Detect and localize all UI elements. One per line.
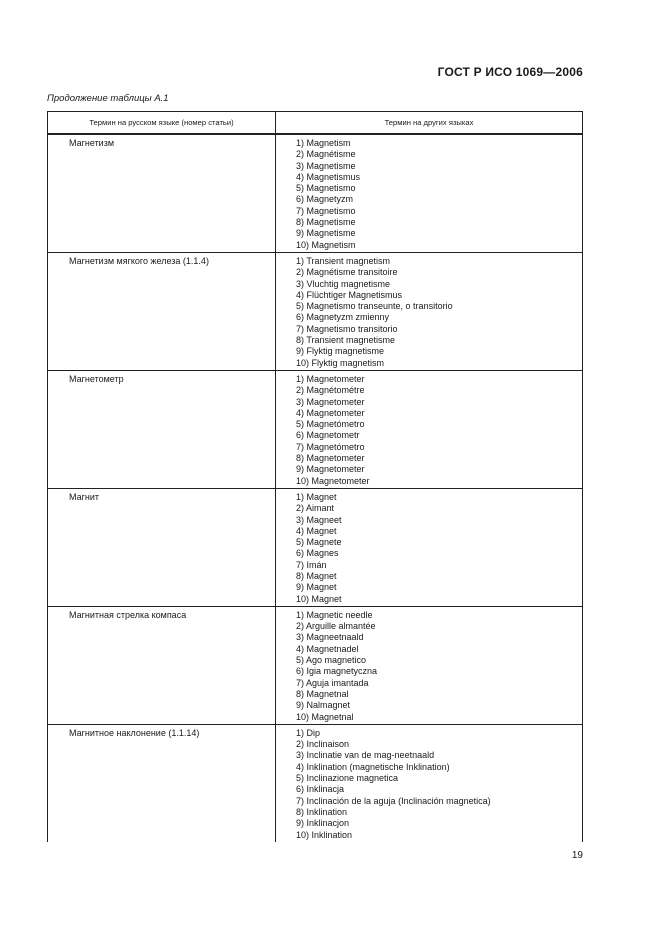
list-item: 7) Magnetismo: [296, 205, 356, 216]
list-item: 5) Inclinazione magnetica: [296, 773, 399, 784]
list-item: 5) Magnetismo: [296, 183, 356, 194]
variant-list: [296, 728, 582, 841]
list-item: 4) Flüchtiger Magnetismus: [296, 289, 403, 300]
list-item: 4) Magnetometer: [296, 407, 365, 418]
russian-term: Магнитная стрелка компаса: [48, 606, 276, 724]
terms-table: [47, 111, 583, 842]
list-item: 4) Magnet: [296, 525, 337, 536]
list-item: 7) Magnetismo transitorio: [296, 323, 398, 334]
table-row: [48, 724, 583, 841]
list-item: 6) Igia magnetyczna: [296, 666, 378, 677]
list-item: 1) Magnetic needle: [296, 609, 373, 620]
list-item: 6) Magnes: [296, 548, 339, 559]
list-item: 8) Transient magnetisme: [296, 335, 396, 346]
list-item: 6) Magnetometr: [296, 430, 360, 441]
list-item: 4) Inklination (magnetische Inklination): [296, 761, 450, 772]
table-row: [48, 134, 583, 252]
list-item: 8) Magnetisme: [296, 217, 356, 228]
variant-list: [296, 138, 582, 251]
other-language-terms: [276, 252, 583, 370]
list-item: 7) Inclinación de la aguja (Inclinación magnetica): [296, 795, 491, 806]
list-item: 3) Magnetometer: [296, 396, 365, 407]
document-header: ГОСТ Р ИСО 1069—2006: [437, 65, 583, 79]
other-language-terms: [276, 370, 583, 488]
table-caption: Продолжение таблицы А.1: [47, 93, 169, 104]
table-row: [48, 252, 583, 370]
list-item: 9) Magnet: [296, 582, 337, 593]
list-item: 10) Magnetism: [296, 239, 356, 250]
list-item: 2) Aimant: [296, 503, 335, 514]
page-number: 19: [571, 850, 583, 861]
list-item: 7) Aguja imantada: [296, 677, 369, 688]
russian-term: Магнит: [48, 488, 276, 606]
variant-list: [296, 256, 582, 369]
list-item: 3) Magneetnaald: [296, 632, 364, 643]
list-item: 10) Magnetnal: [296, 711, 354, 722]
list-item: 6) Magnetyzm: [296, 194, 354, 205]
other-language-terms: [276, 488, 583, 606]
list-item: 6) Magnetyzm zmienny: [296, 312, 390, 323]
other-language-terms: [276, 134, 583, 252]
list-item: 8) Magnetometer: [296, 453, 365, 464]
list-item: 3) Inclinatie van de mag-neetnaald: [296, 750, 435, 761]
list-item: 4) Magnetnadel: [296, 643, 359, 654]
list-item: 3) Magnetisme: [296, 160, 356, 171]
list-item: 1) Magnetism: [296, 138, 351, 148]
list-item: 2) Inclinaison: [296, 739, 350, 750]
list-item: 2) Arguille almantée: [296, 621, 376, 632]
list-item: 1) Magnet: [296, 491, 337, 502]
list-item: 8) Magnet: [296, 570, 337, 581]
list-item: 2) Magnétisme transitoire: [296, 267, 398, 278]
list-item: 9) Magnetisme: [296, 228, 356, 239]
list-item: 8) Inklination: [296, 806, 348, 817]
other-language-terms: [276, 724, 583, 841]
list-item: 5) Magnetismo transeunte, o transitorio: [296, 301, 453, 312]
other-language-terms: [276, 606, 583, 724]
list-item: 5) Magnetómetro: [296, 419, 365, 430]
list-item: 6) Inklinacja: [296, 784, 345, 795]
variant-list: [296, 374, 582, 487]
list-item: 3) Magneet: [296, 514, 342, 525]
table-row: [48, 606, 583, 724]
list-item: 10) Magnetometer: [296, 475, 370, 486]
variant-list: [296, 492, 582, 605]
list-item: 5) Ago magnetico: [296, 655, 367, 666]
list-item: 7) Imán: [296, 559, 327, 570]
list-item: 1) Dip: [296, 727, 321, 738]
variant-list: [296, 610, 582, 723]
list-item: 9) Flyktig magnetisme: [296, 346, 385, 357]
column-header-russian: Термин на русском языке (номер статьи): [48, 112, 276, 135]
table-row: [48, 370, 583, 488]
list-item: 9) Nalmagnet: [296, 700, 351, 711]
column-header-other-languages: Термин на других языках: [276, 112, 583, 135]
list-item: 3) Vluchtig magnetisme: [296, 278, 391, 289]
list-item: 10) Magnet: [296, 593, 342, 604]
russian-term: Магнетизм: [48, 134, 276, 252]
list-item: 2) Magnétométre: [296, 385, 365, 396]
russian-term: Магнетометр: [48, 370, 276, 488]
list-item: 7) Magnetómetro: [296, 441, 365, 452]
list-item: 5) Magnete: [296, 537, 342, 548]
russian-term: Магнитное наклонение (1.1.14): [48, 724, 276, 841]
russian-term: Магнетизм мягкого железа (1.1.4): [48, 252, 276, 370]
list-item: 1) Transient magnetism: [296, 255, 391, 266]
list-item: 4) Magnetismus: [296, 171, 361, 182]
table-row: [48, 488, 583, 606]
list-item: 9) Inklinacjon: [296, 818, 350, 829]
table-header-row: [48, 112, 583, 135]
list-item: 1) Magnetometer: [296, 373, 365, 384]
list-item: 2) Magnétisme: [296, 149, 356, 160]
list-item: 10) Inklination: [296, 829, 353, 840]
list-item: 8) Magnetnal: [296, 688, 349, 699]
list-item: 9) Magnetometer: [296, 464, 365, 475]
list-item: 10) Flyktig magnetism: [296, 357, 385, 368]
